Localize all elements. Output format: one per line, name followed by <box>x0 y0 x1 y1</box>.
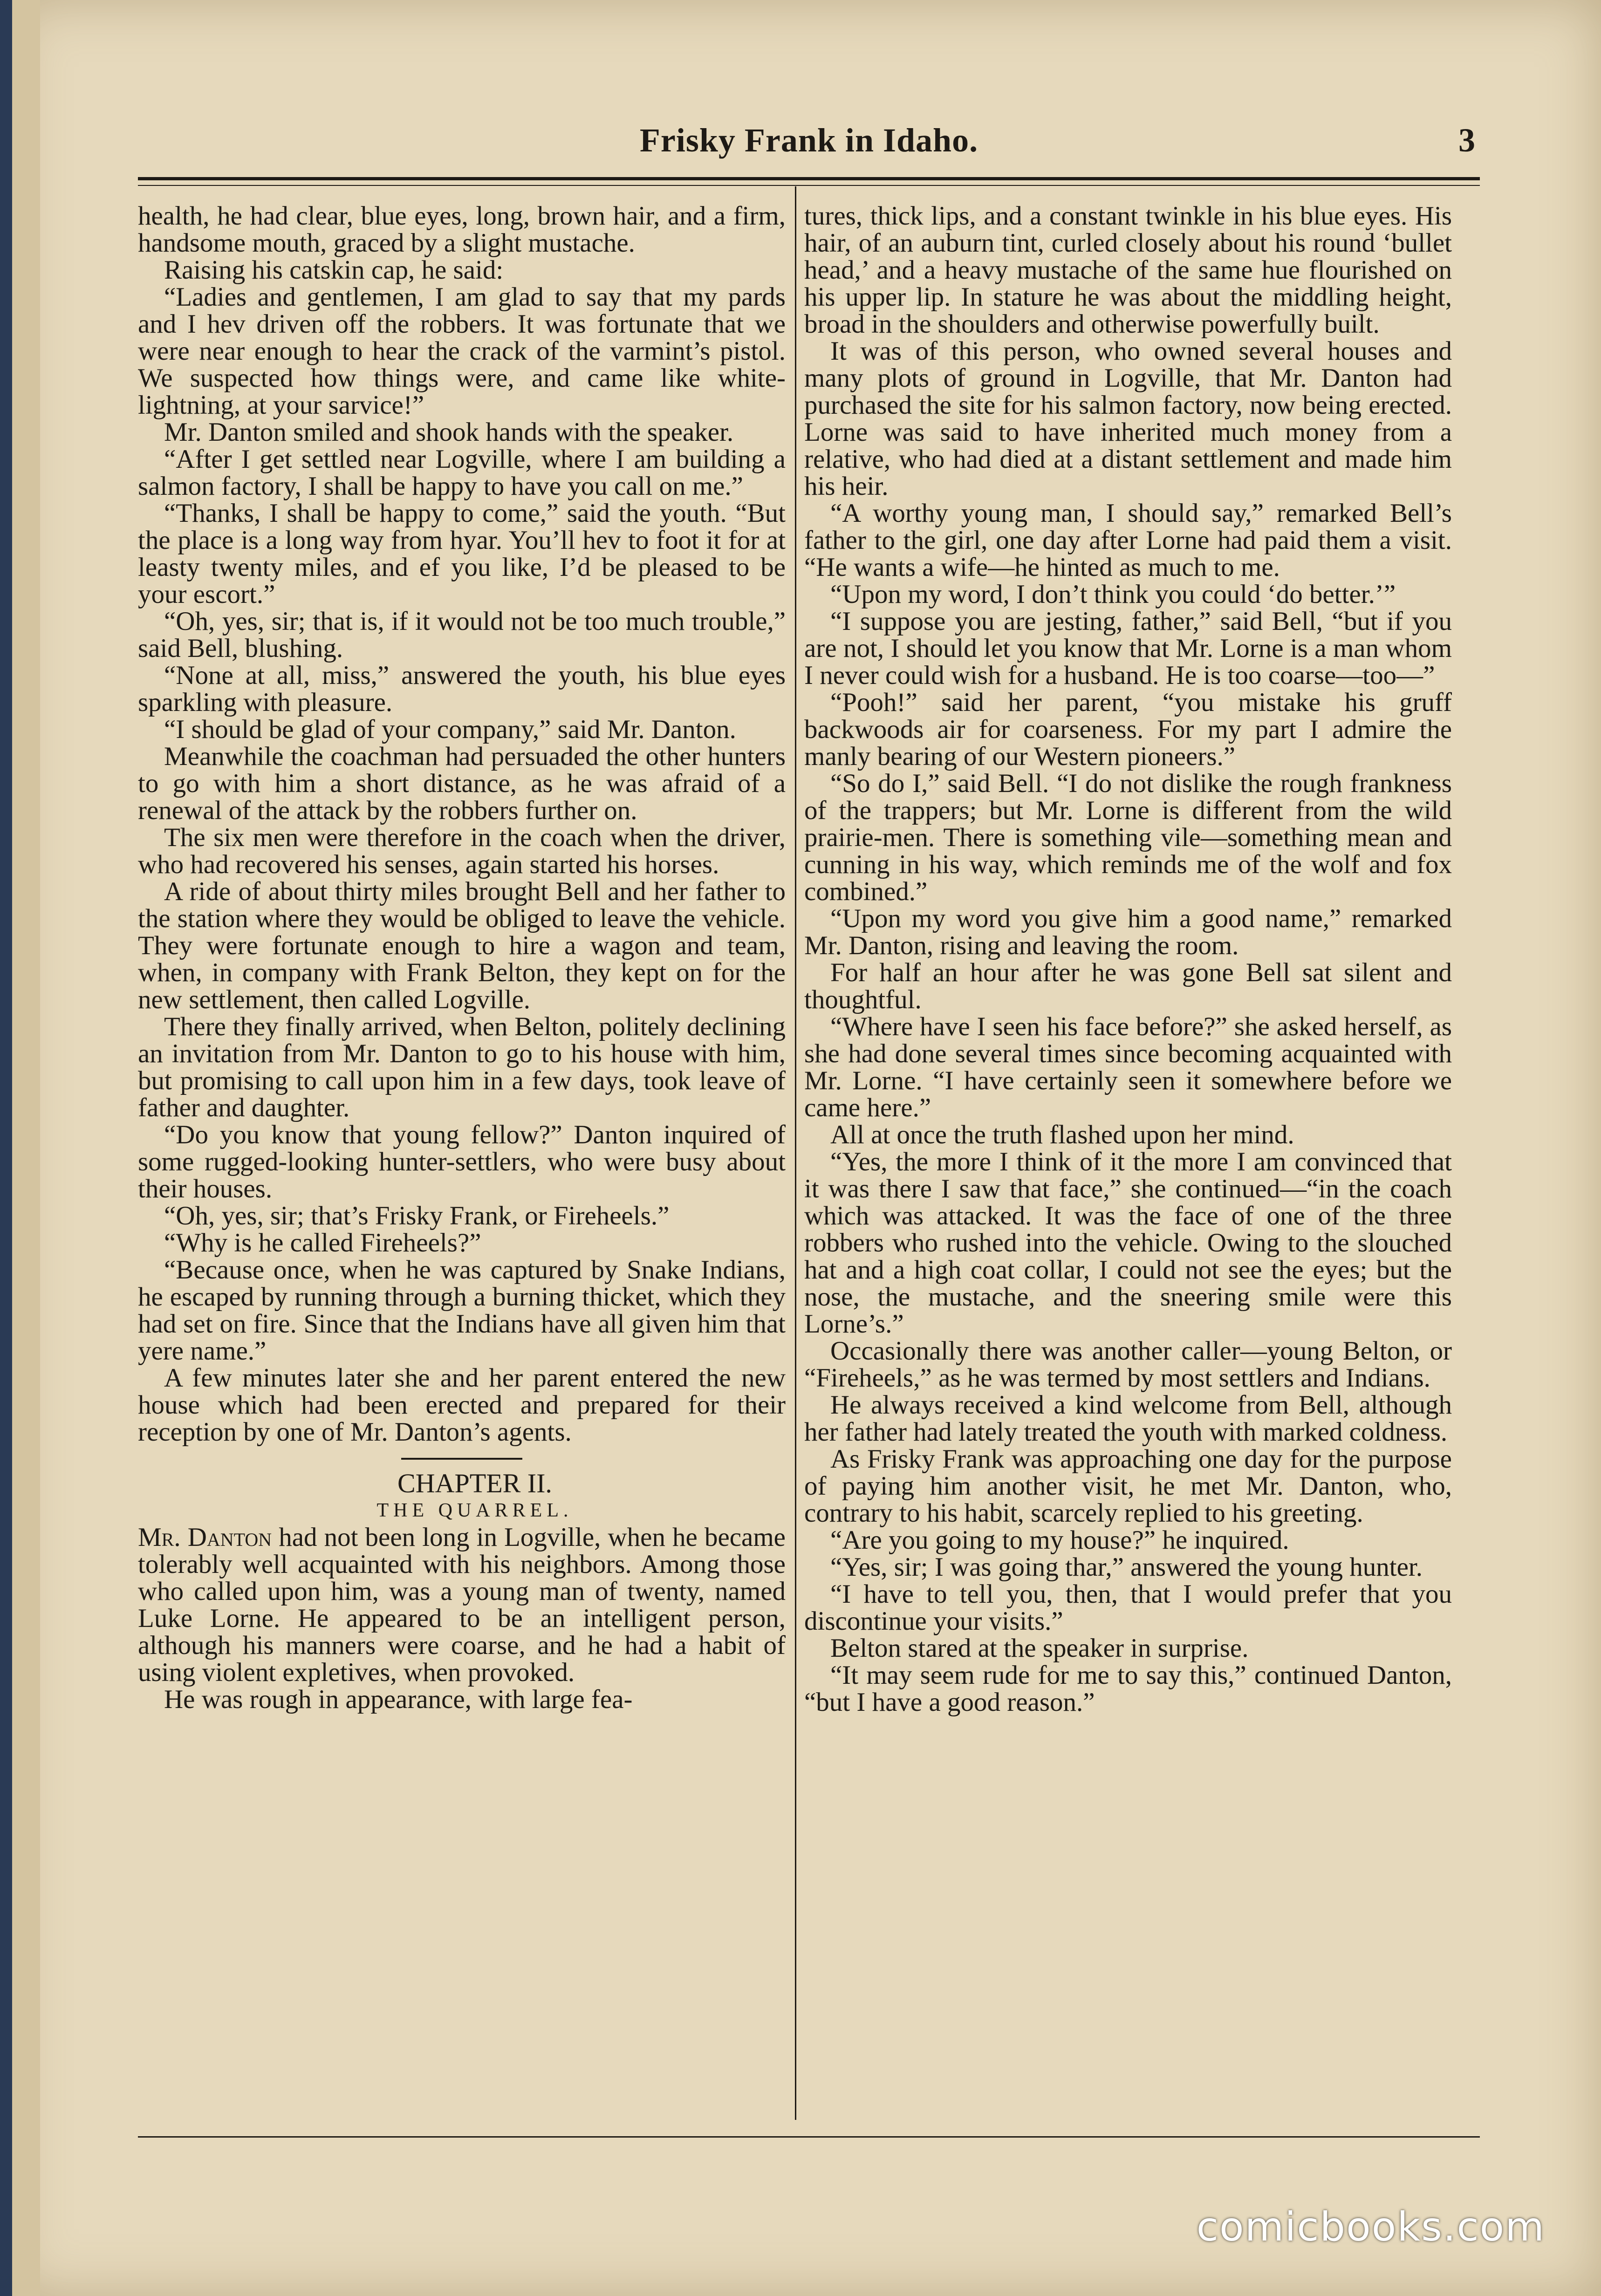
left-column <box>138 203 786 1713</box>
paragraph: “Upon my word, I don’t think you could ‘do better.’” <box>830 580 1396 609</box>
chapter-first-paragraph-text: had not been long in Logville, when he became tolerably well acquainted with his neighbors. Among those who called upon him, was a young man of twenty, named Luke Lorne. He appeared to be an intelligent person, although his manners were coarse, and he had a habit of using violent expletives, when provoked. <box>138 1523 786 1687</box>
paragraph: “A worthy young man, I should say,” remarked Bell’s father to the girl, one day after Lorne had paid them a visit. “He wants a wife—he hinted as much to me. <box>804 499 1452 582</box>
paragraph: Mr. Danton smiled and shook hands with the speaker. <box>164 417 734 447</box>
paragraph: “Yes, the more I think of it the more I am convinced that it was there I saw that face,” she continued—“in the coach which was attacked. It was the face of one of the three robbers who rushed into the vehicle. Owing to the slouched hat and a high coat collar, I could not see the eyes; but the nose, the mustache, and the sneering smile were this Lorne’s.” <box>804 1147 1452 1339</box>
paragraph: “Upon my word you give him a good name,” remarked Mr. Danton, rising and leaving the room. <box>804 904 1452 960</box>
paragraph: Raising his catskin cap, he said: <box>164 255 504 285</box>
paragraph: A ride of about thirty miles brought Bell and her father to the station where they would be obliged to leave the vehicle. They were fortunate enough to hire a wagon and team, when, in company with Frank Belton, they kept on for the new settlement, then called Logville. <box>138 877 786 1014</box>
paragraph: “Because once, when he was captured by Snake Indians, he escaped by running through a burning thicket, which they had set on fire. Since that the Indians have all given him that yere name.” <box>138 1255 786 1366</box>
page-edge <box>12 0 40 2296</box>
paragraph: “Pooh!” said her parent, “you mistake his gruff backwoods air for coarseness. For my part I admire the manly bearing of our Western pioneers.” <box>804 688 1452 771</box>
paragraph: “Thanks, I shall be happy to come,” said the youth. “But the place is a long way from hyar. You’ll hev to foot it for at leasty twenty miles, and ef you like, I’d be pleased to be your escort.” <box>138 499 786 609</box>
paragraph: “After I get settled near Logville, where I am building a salmon factory, I shall be happy to have you call on me.” <box>138 444 786 501</box>
paragraph: Occasionally there was another caller—young Belton, or “Fireheels,” as he was termed by most settlers and Indians. <box>804 1336 1452 1393</box>
chapter-lead-in: Mr. Danton <box>138 1523 272 1552</box>
paragraph: A few minutes later she and her parent entered the new house which had been erected and prepared for their reception by one of Mr. Danton’s agents. <box>138 1363 786 1447</box>
paragraph: “I suppose you are jesting, father,” said Bell, “but if you are not, I should let you know that Mr. Lorne is a man whom I never could wish for a husband. He is too coarse—too—” <box>804 607 1452 690</box>
paragraph: “Where have I seen his face before?” she asked herself, as she had done several times since becoming acquainted with Mr. Lorne. “I have certainly seen it somewhere before we came here.” <box>804 1012 1452 1122</box>
chapter-first-paragraph <box>138 1524 786 1686</box>
paragraph: As Frisky Frank was approaching one day for the purpose of paying him another visit, he met Mr. Danton, who, contrary to his habit, scarcely replied to his greeting. <box>804 1444 1452 1528</box>
header-rule <box>138 177 1480 186</box>
paragraph: The six men were therefore in the coach when the driver, who had recovered his senses, again started his horses. <box>138 823 786 879</box>
page-number: 3 <box>1458 122 1475 159</box>
running-title: Frisky Frank in Idaho. <box>639 122 978 159</box>
magazine-page <box>12 0 1601 2296</box>
paragraph: “So do I,” said Bell. “I do not dislike the rough frankness of the trappers; but Mr. Lorne is different from the wild prairie-men. There is something vile—something mean and cunning in his way, which reminds me of the wolf and fox combined.” <box>804 769 1452 906</box>
paragraph: “I should be glad of your company,” said Mr. Danton. <box>164 715 736 744</box>
paragraph: “Ladies and gentlemen, I am glad to say that my pards and I hev driven off the robbers. It was fortunate that we were near enough to hear the crack of the varmint’s pistol. We suspected how things were, and came like white-lightning, at your sarvice!” <box>138 282 786 420</box>
footer-rule <box>138 2136 1480 2138</box>
paragraph: All at once the truth flashed upon her mind. <box>830 1120 1294 1149</box>
paragraph: He always received a kind welcome from Bell, although her father had lately treated the youth with marked coldness. <box>804 1390 1452 1447</box>
chapter-divider <box>401 1458 522 1460</box>
column-divider <box>795 186 796 2120</box>
paragraph: “Why is he called Fireheels?” <box>164 1228 481 1257</box>
paragraph: There they finally arrived, when Belton, politely declining an invitation from Mr. Danton to go to his house with him, but promising to call upon him in a few days, took leave of father and daughter. <box>138 1012 786 1122</box>
paragraph: “None at all, miss,” answered the youth, his blue eyes sparkling with pleasure. <box>138 661 786 717</box>
paragraph: “It may seem rude for me to say this,” continued Danton, “but I have a good reason.” <box>804 1660 1452 1717</box>
chapter-subtitle: THE QUARREL. <box>376 1500 573 1521</box>
paragraph: “I have to tell you, then, that I would prefer that you discontinue your visits.” <box>804 1579 1452 1636</box>
paragraph: He was rough in appearance, with large fea- <box>164 1685 633 1714</box>
paragraph: “Do you know that young fellow?” Danton inquired of some rugged-looking hunter-settlers, who were busy about their houses. <box>138 1120 786 1203</box>
watermark: comicbooks.com <box>1196 2204 1545 2250</box>
paragraph: “Oh, yes, sir; that’s Frisky Frank, or Fireheels.” <box>164 1201 670 1230</box>
paragraph: “Yes, sir; I was going thar,” answered the young hunter. <box>830 1552 1423 1582</box>
paragraph: health, he had clear, blue eyes, long, brown hair, and a firm, handsome mouth, graced by a slight mustache. <box>138 201 786 258</box>
paragraph: “Oh, yes, sir; that is, if it would not be too much trouble,” said Bell, blushing. <box>138 607 786 663</box>
paragraph: For half an hour after he was gone Bell sat silent and thoughtful. <box>804 958 1452 1014</box>
running-header <box>138 112 1480 168</box>
chapter-title: CHAPTER II. <box>397 1468 552 1498</box>
paragraph: tures, thick lips, and a constant twinkle in his blue eyes. His hair, of an auburn tint, curled closely about his round ‘bullet head,’ and a heavy mustache of the same hue flourished on his upper lip. In stature he was about the middling height, broad in the shoulders and otherwise powerfully built. <box>804 201 1452 339</box>
paragraph: “Are you going to my house?” he inquired. <box>830 1525 1289 1555</box>
paragraph: It was of this person, who owned several houses and many plots of ground in Logville, that Mr. Danton had purchased the site for his salmon factory, now being erected. Lorne was said to have inherited much money from a relative, who had died at a distant settlement and made him his heir. <box>804 336 1452 501</box>
paragraph: Meanwhile the coachman had persuaded the other hunters to go with him a short distance, as he was afraid of a renewal of the attack by the robbers further on. <box>138 742 786 825</box>
paragraph: Belton stared at the speaker in surprise. <box>830 1633 1249 1663</box>
right-column <box>804 203 1452 1716</box>
